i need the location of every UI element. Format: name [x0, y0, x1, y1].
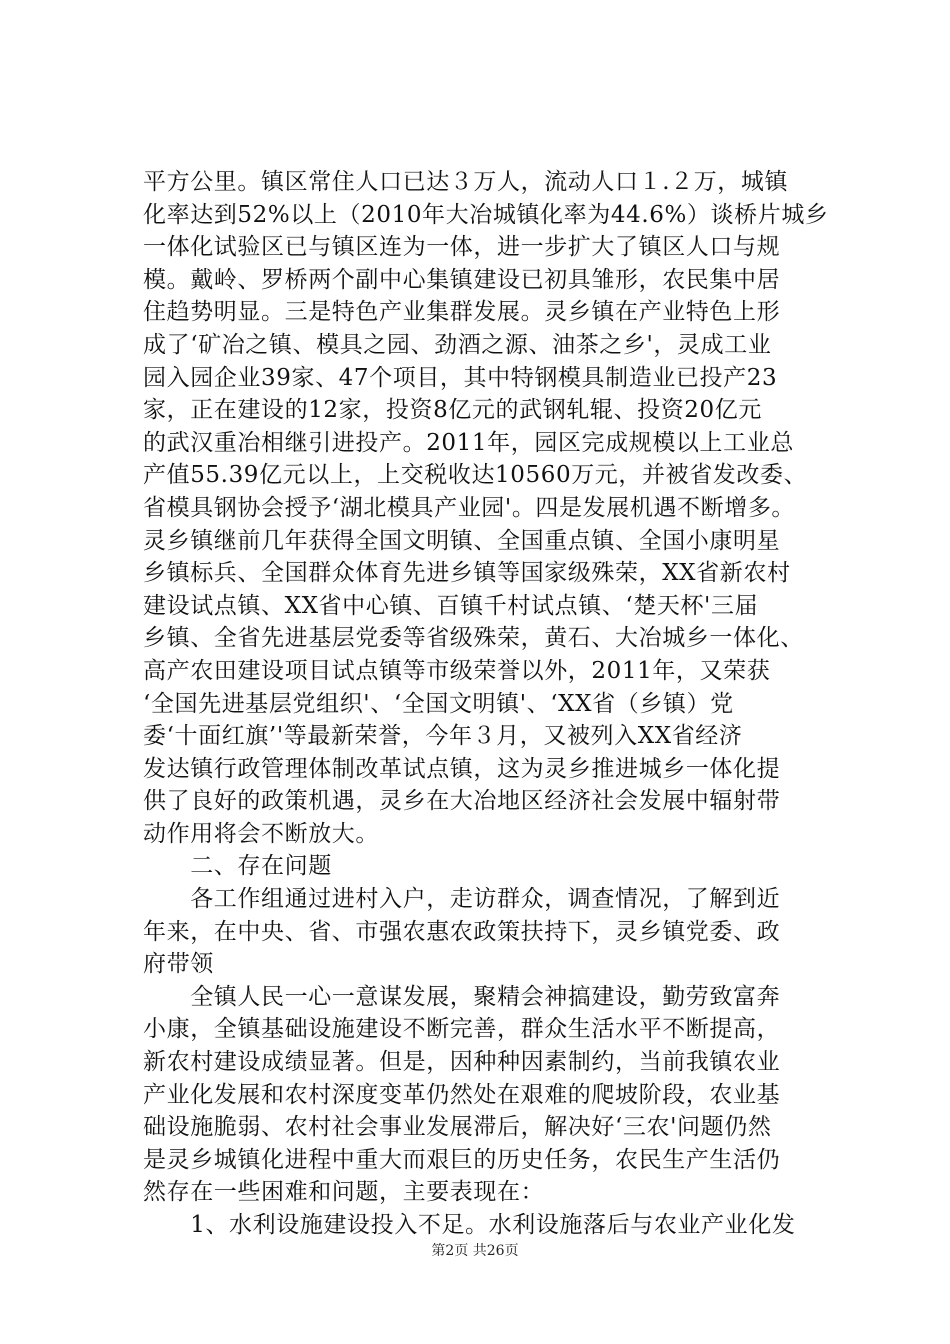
text-line: 然存在一些困难和问题，主要表现在： — [143, 1179, 545, 1206]
page-number-footer: 第2页 共26页 — [431, 1243, 519, 1259]
text-line: 建设试点镇、XX省中心镇、百镇千村试点镇、‘楚天杯'三届 — [143, 592, 759, 619]
text-line: 化率达到52%以上（2010年大冶城镇化率为44.6%）谈桥片城乡 — [143, 201, 829, 228]
text-line: 动作用将会不断放大。 — [143, 820, 379, 847]
section-heading: 二、存在问题 — [143, 853, 332, 880]
text-line: 新农村建设成绩显著。但是，因种种因素制约，当前我镇农业 — [143, 1049, 781, 1076]
text-line: 全镇人民一心一意谋发展，聚精会神搞建设，勤劳致富奔 — [143, 983, 781, 1010]
text-line: 住趋势明显。三是特色产业集群发展。灵乡镇在产业特色上形 — [143, 299, 781, 326]
text-line: 府带领 — [143, 951, 214, 978]
text-line: 是灵乡城镇化进程中重大而艰巨的历史任务，农民生产生活仍 — [143, 1146, 781, 1173]
text-line: 产值55.39亿元以上，上交税收达10560万元，并被省发改委、 — [143, 462, 808, 489]
text-line: 高产农田建设项目试点镇等市级荣誉以外，2011年，又荣获 — [143, 657, 771, 684]
text-line: 产业化发展和农村深度变革仍然处在艰难的爬坡阶段，农业基 — [143, 1081, 781, 1108]
text-line: 园入园企业39家、47个项目，其中特钢模具制造业已投产23 — [143, 364, 778, 391]
text-line: 的武汉重冶相继引进投产。2011年，园区完成规模以上工业总 — [143, 429, 794, 456]
text-line: 委‘十面红旗’'等最新荣誉，今年３月，又被列入XX省经济 — [143, 723, 743, 750]
text-line: 一体化试验区已与镇区连为一体，进一步扩大了镇区人口与规 — [143, 234, 781, 261]
text-line: 小康，全镇基础设施建设不断完善，群众生活水平不断提高， — [143, 1016, 781, 1043]
text-line: ‘全国先进基层党组织'、‘全国文明镇'、‘XX省（乡镇）党 — [143, 690, 734, 717]
text-line: 乡镇、全省先进基层党委等省级殊荣，黄石、大冶城乡一体化、 — [143, 625, 804, 652]
text-line: 成了‘矿冶之镇、模具之园、劲酒之源、油茶之乡'，灵成工业 — [143, 331, 772, 358]
text-line: 发达镇行政管理体制改革试点镇，这为灵乡推进城乡一体化提 — [143, 755, 781, 782]
text-line: 供了良好的政策机遇，灵乡在大冶地区经济社会发展中辐射带 — [143, 788, 781, 815]
document-body — [143, 166, 843, 1242]
text-line: 家，正在建设的12家，投资8亿元的武钢轧辊、投资20亿元 — [143, 397, 762, 424]
text-line: 平方公里。镇区常住人口已达３万人，流动人口１.２万，城镇 — [143, 169, 789, 195]
text-line: 模。戴岭、罗桥两个副中心集镇建设已初具雏形，农民集中居 — [143, 266, 781, 293]
text-line: 1、水利设施建设投入不足。水利设施落后与农业产业化发 — [143, 1212, 796, 1238]
text-line: 年来，在中央、省、市强农惠农政策扶持下，灵乡镇党委、政 — [143, 918, 781, 945]
text-line: 各工作组通过进村入户，走访群众，调查情况，了解到近 — [143, 886, 781, 913]
text-line: 乡镇标兵、全国群众体育先进乡镇等国家级殊荣，XX省新农村 — [143, 560, 791, 587]
text-line: 省模具钢协会授予‘湖北模具产业园'。四是发展机遇不断增多。 — [143, 494, 796, 521]
text-line: 灵乡镇继前几年获得全国文明镇、全国重点镇、全国小康明星 — [143, 527, 781, 554]
text-line: 础设施脆弱、农村社会事业发展滞后，解决好‘三农'问题仍然 — [143, 1114, 772, 1141]
